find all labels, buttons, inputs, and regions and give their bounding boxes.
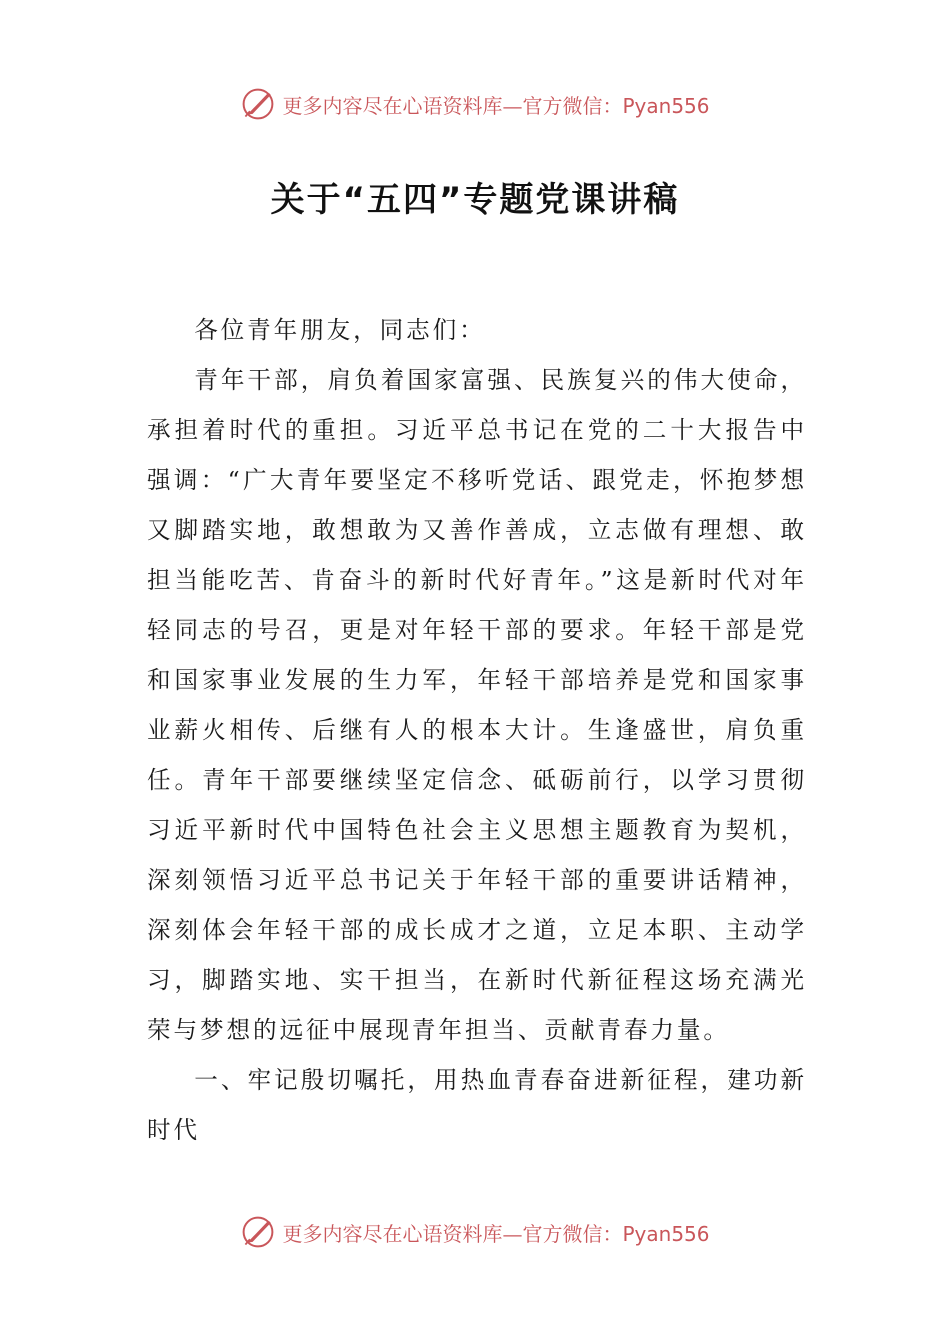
watermark-text: 更多内容尽在心语资料库—官方微信：Pyan556 — [282, 1221, 710, 1246]
watermark-wechat-id: Pyan556 — [622, 93, 710, 118]
body-paragraph: 青年干部，肩负着国家富强、民族复兴的伟大使命，承担着时代的重担。习近平总书记在党的二十大报告中强调：“广大青年要坚定不移听党话、跟党走，怀抱梦想又脚踏实地，敢想敢为又善作善成，立志做有理想、敢担当能吃苦、肯奋斗的新时代好青年。”这是新时代对年轻同志的号召，更是对年轻干部的要求。年轻干部是党和国家事业发展的生力军，年轻干部培养是党和国家事业薪火相传、后继有人的根本大计。生逢盛世，肩负重任。青年干部要继续坚定信念、砥砺前行，以学习贯彻习近平新时代中国特色社会主义思想主题教育为契机，深刻领悟习近平总书记关于年轻干部的重要讲话精神，深刻体会年轻干部的成长成才之道，立足本职、主动学习，脚踏实地、实干担当，在新时代新征程这场充满光荣与梦想的远征中展现青年担当、贡献青春力量。 — [147, 366, 807, 1044]
pen-quill-logo-icon — [240, 86, 276, 122]
document-title: 关于“五四”专题党课讲稿 — [270, 180, 680, 220]
watermark-banner-bottom — [0, 1212, 950, 1252]
watermark-banner-top — [0, 84, 950, 124]
document-body — [147, 305, 807, 1155]
watermark-wechat-id: Pyan556 — [622, 1221, 710, 1246]
section-heading-paragraph: 一、牢记殷切嘱托，用热血青春奋进新征程，建功新时代 — [147, 1066, 807, 1144]
pen-quill-logo-icon — [240, 1214, 276, 1250]
salutation-paragraph: 各位青年朋友，同志们： — [194, 316, 486, 344]
watermark-text: 更多内容尽在心语资料库—官方微信：Pyan556 — [282, 93, 710, 118]
